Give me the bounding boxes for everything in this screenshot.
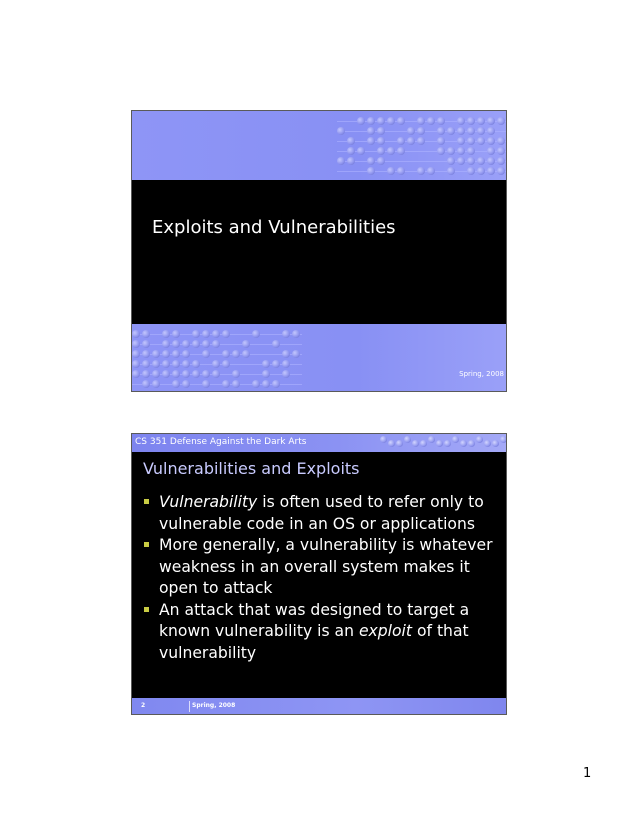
decorative-dot — [497, 137, 505, 145]
bullet-square-icon — [144, 499, 149, 504]
decorative-dot — [397, 147, 405, 155]
decorative-dot — [262, 380, 270, 388]
decorative-dot — [380, 436, 387, 443]
decorative-dot — [182, 340, 190, 348]
decorative-dot — [292, 350, 300, 358]
decorative-dot — [436, 440, 443, 447]
decorative-dot — [232, 370, 240, 378]
decorative-dot — [447, 157, 455, 165]
decorative-dot — [377, 147, 385, 155]
bullet-item — [142, 535, 502, 600]
decorative-dot — [377, 117, 385, 125]
decorative-dot — [396, 440, 403, 447]
decorative-dot — [437, 127, 445, 135]
decorative-dot — [192, 330, 200, 338]
decorative-dot — [347, 147, 355, 155]
decorative-dot — [367, 157, 375, 165]
decorative-dot — [182, 370, 190, 378]
decorative-dot — [497, 167, 505, 175]
decorative-dot — [467, 147, 475, 155]
decorative-dot — [162, 370, 170, 378]
decorative-dot — [242, 350, 250, 358]
decorative-dot — [467, 137, 475, 145]
decorative-dot — [152, 370, 160, 378]
bullet-list — [142, 492, 502, 664]
decorative-dot — [457, 157, 465, 165]
title-slide — [131, 110, 507, 392]
decorative-dot — [132, 370, 140, 378]
decorative-dot — [487, 117, 495, 125]
decorative-dot — [252, 380, 260, 388]
decorative-dot — [417, 137, 425, 145]
decorative-dot — [457, 147, 465, 155]
top-decorative-band — [132, 111, 506, 180]
decorative-dot — [172, 380, 180, 388]
decorative-dot — [487, 157, 495, 165]
decorative-dot — [212, 360, 220, 368]
decorative-dot — [132, 340, 140, 348]
decorative-dot — [142, 330, 150, 338]
slide-number: 2 — [141, 702, 146, 709]
decorative-dot — [497, 147, 505, 155]
bullet-item — [142, 600, 502, 665]
slide-title: Vulnerabilities and Exploits — [143, 459, 360, 478]
decorative-dot — [222, 360, 230, 368]
decorative-dot — [347, 157, 355, 165]
decorative-dot — [162, 340, 170, 348]
decorative-dot — [172, 360, 180, 368]
emphasized-term: exploit — [358, 622, 412, 640]
decorative-dot — [487, 167, 495, 175]
bullet-text: An attack that was designed to target a known vulnerability is an — [159, 600, 470, 640]
decorative-dot — [427, 167, 435, 175]
bullet-text: More generally, a vulnerability is whatever weakness in an overall system makes it open to attack — [159, 536, 493, 597]
decorative-dot — [262, 370, 270, 378]
decorative-dot — [282, 350, 290, 358]
decorative-dot — [427, 117, 435, 125]
decorative-dot — [467, 167, 475, 175]
decorative-dot — [222, 330, 230, 338]
decorative-dot — [192, 360, 200, 368]
decorative-dot — [212, 340, 220, 348]
decorative-dot — [484, 440, 491, 447]
decorative-dot — [162, 330, 170, 338]
decorative-dot — [477, 157, 485, 165]
footer-date: Spring, 2008 — [192, 702, 236, 709]
decorative-dot — [202, 350, 210, 358]
decorative-dot — [202, 330, 210, 338]
decorative-dot — [272, 380, 280, 388]
slide-title: Exploits and Vulnerabilities — [152, 217, 396, 238]
decorative-dot — [467, 127, 475, 135]
decorative-dot — [437, 137, 445, 145]
decorative-dot — [367, 167, 375, 175]
decorative-dot — [417, 117, 425, 125]
decorative-dot — [388, 440, 395, 447]
decorative-dot — [447, 167, 455, 175]
decorative-dot — [282, 330, 290, 338]
decorative-dot — [347, 137, 355, 145]
decorative-dot — [367, 127, 375, 135]
dot-pattern-decoration — [376, 434, 506, 452]
slide-footer-bar — [132, 698, 506, 715]
decorative-dot — [428, 436, 435, 443]
decorative-dot — [404, 436, 411, 443]
decorative-dot — [212, 370, 220, 378]
decorative-dot — [142, 340, 150, 348]
decorative-dot — [182, 380, 190, 388]
decorative-dot — [387, 167, 395, 175]
slide-date: Spring, 2008 — [459, 370, 504, 378]
decorative-dot — [172, 340, 180, 348]
footer-divider — [189, 701, 190, 712]
decorative-dot — [487, 137, 495, 145]
decorative-dot — [477, 167, 485, 175]
decorative-dot — [202, 370, 210, 378]
decorative-dot — [377, 157, 385, 165]
content-slide — [131, 433, 507, 715]
decorative-dot — [437, 117, 445, 125]
dot-pattern-decoration — [132, 324, 322, 392]
decorative-dot — [182, 360, 190, 368]
decorative-dot — [497, 157, 505, 165]
decorative-dot — [272, 360, 280, 368]
decorative-dot — [262, 360, 270, 368]
decorative-dot — [202, 340, 210, 348]
decorative-dot — [420, 440, 427, 447]
decorative-dot — [468, 440, 475, 447]
page-number: 1 — [583, 766, 592, 781]
decorative-dot — [142, 380, 150, 388]
decorative-dot — [367, 137, 375, 145]
decorative-dot — [457, 127, 465, 135]
decorative-dot — [444, 440, 451, 447]
decorative-dot — [452, 436, 459, 443]
decorative-dot — [232, 380, 240, 388]
decorative-dot — [182, 350, 190, 358]
decorative-dot — [192, 370, 200, 378]
decorative-dot — [467, 117, 475, 125]
decorative-dot — [487, 147, 495, 155]
decorative-dot — [367, 117, 375, 125]
decorative-dot — [152, 380, 160, 388]
decorative-dot — [142, 370, 150, 378]
decorative-dot — [222, 380, 230, 388]
decorative-dot — [152, 350, 160, 358]
decorative-dot — [272, 340, 280, 348]
decorative-dot — [162, 360, 170, 368]
decorative-dot — [172, 370, 180, 378]
decorative-dot — [337, 157, 345, 165]
decorative-dot — [292, 330, 300, 338]
decorative-dot — [447, 147, 455, 155]
decorative-dot — [377, 127, 385, 135]
decorative-dot — [357, 147, 365, 155]
decorative-dot — [212, 330, 220, 338]
decorative-dot — [417, 127, 425, 135]
bullet-item — [142, 492, 502, 535]
decorative-dot — [467, 157, 475, 165]
decorative-dot — [457, 137, 465, 145]
decorative-dot — [162, 350, 170, 358]
decorative-dot — [152, 360, 160, 368]
decorative-dot — [132, 330, 140, 338]
decorative-dot — [132, 360, 140, 368]
decorative-dot — [397, 117, 405, 125]
decorative-dot — [242, 340, 250, 348]
decorative-dot — [132, 350, 140, 358]
bullet-text: of that vulnerability — [159, 622, 469, 662]
decorative-dot — [282, 360, 290, 368]
decorative-dot — [377, 137, 385, 145]
decorative-dot — [397, 137, 405, 145]
decorative-dot — [437, 147, 445, 155]
decorative-dot — [387, 147, 395, 155]
decorative-dot — [337, 127, 345, 135]
decorative-dot — [252, 330, 260, 338]
decorative-dot — [172, 350, 180, 358]
course-name: CS 351 Defense Against the Dark Arts — [135, 437, 307, 447]
decorative-dot — [500, 436, 506, 443]
bullet-square-icon — [144, 542, 149, 547]
decorative-dot — [142, 350, 150, 358]
decorative-dot — [192, 340, 200, 348]
decorative-dot — [397, 167, 405, 175]
decorative-dot — [477, 137, 485, 145]
decorative-dot — [477, 127, 485, 135]
decorative-dot — [357, 117, 365, 125]
decorative-dot — [476, 436, 483, 443]
bullet-square-icon — [144, 607, 149, 612]
dot-pattern-decoration — [337, 111, 506, 180]
decorative-dot — [487, 127, 495, 135]
decorative-dot — [142, 360, 150, 368]
decorative-dot — [407, 127, 415, 135]
bullet-text: is often used to refer only to vulnerable code in an OS or applications — [159, 493, 484, 533]
decorative-dot — [447, 127, 455, 135]
decorative-dot — [457, 117, 465, 125]
decorative-dot — [387, 117, 395, 125]
decorative-dot — [202, 380, 210, 388]
decorative-dot — [222, 350, 230, 358]
bottom-decorative-band — [132, 324, 506, 392]
decorative-dot — [497, 117, 505, 125]
slide-header-bar — [132, 434, 506, 452]
decorative-dot — [232, 350, 240, 358]
decorative-dot — [172, 330, 180, 338]
decorative-dot — [282, 370, 290, 378]
decorative-dot — [412, 440, 419, 447]
decorative-dot — [417, 167, 425, 175]
decorative-dot — [492, 440, 499, 447]
decorative-dot — [407, 137, 415, 145]
decorative-dot — [477, 117, 485, 125]
emphasized-term: Vulnerability — [159, 493, 258, 511]
decorative-dot — [460, 440, 467, 447]
